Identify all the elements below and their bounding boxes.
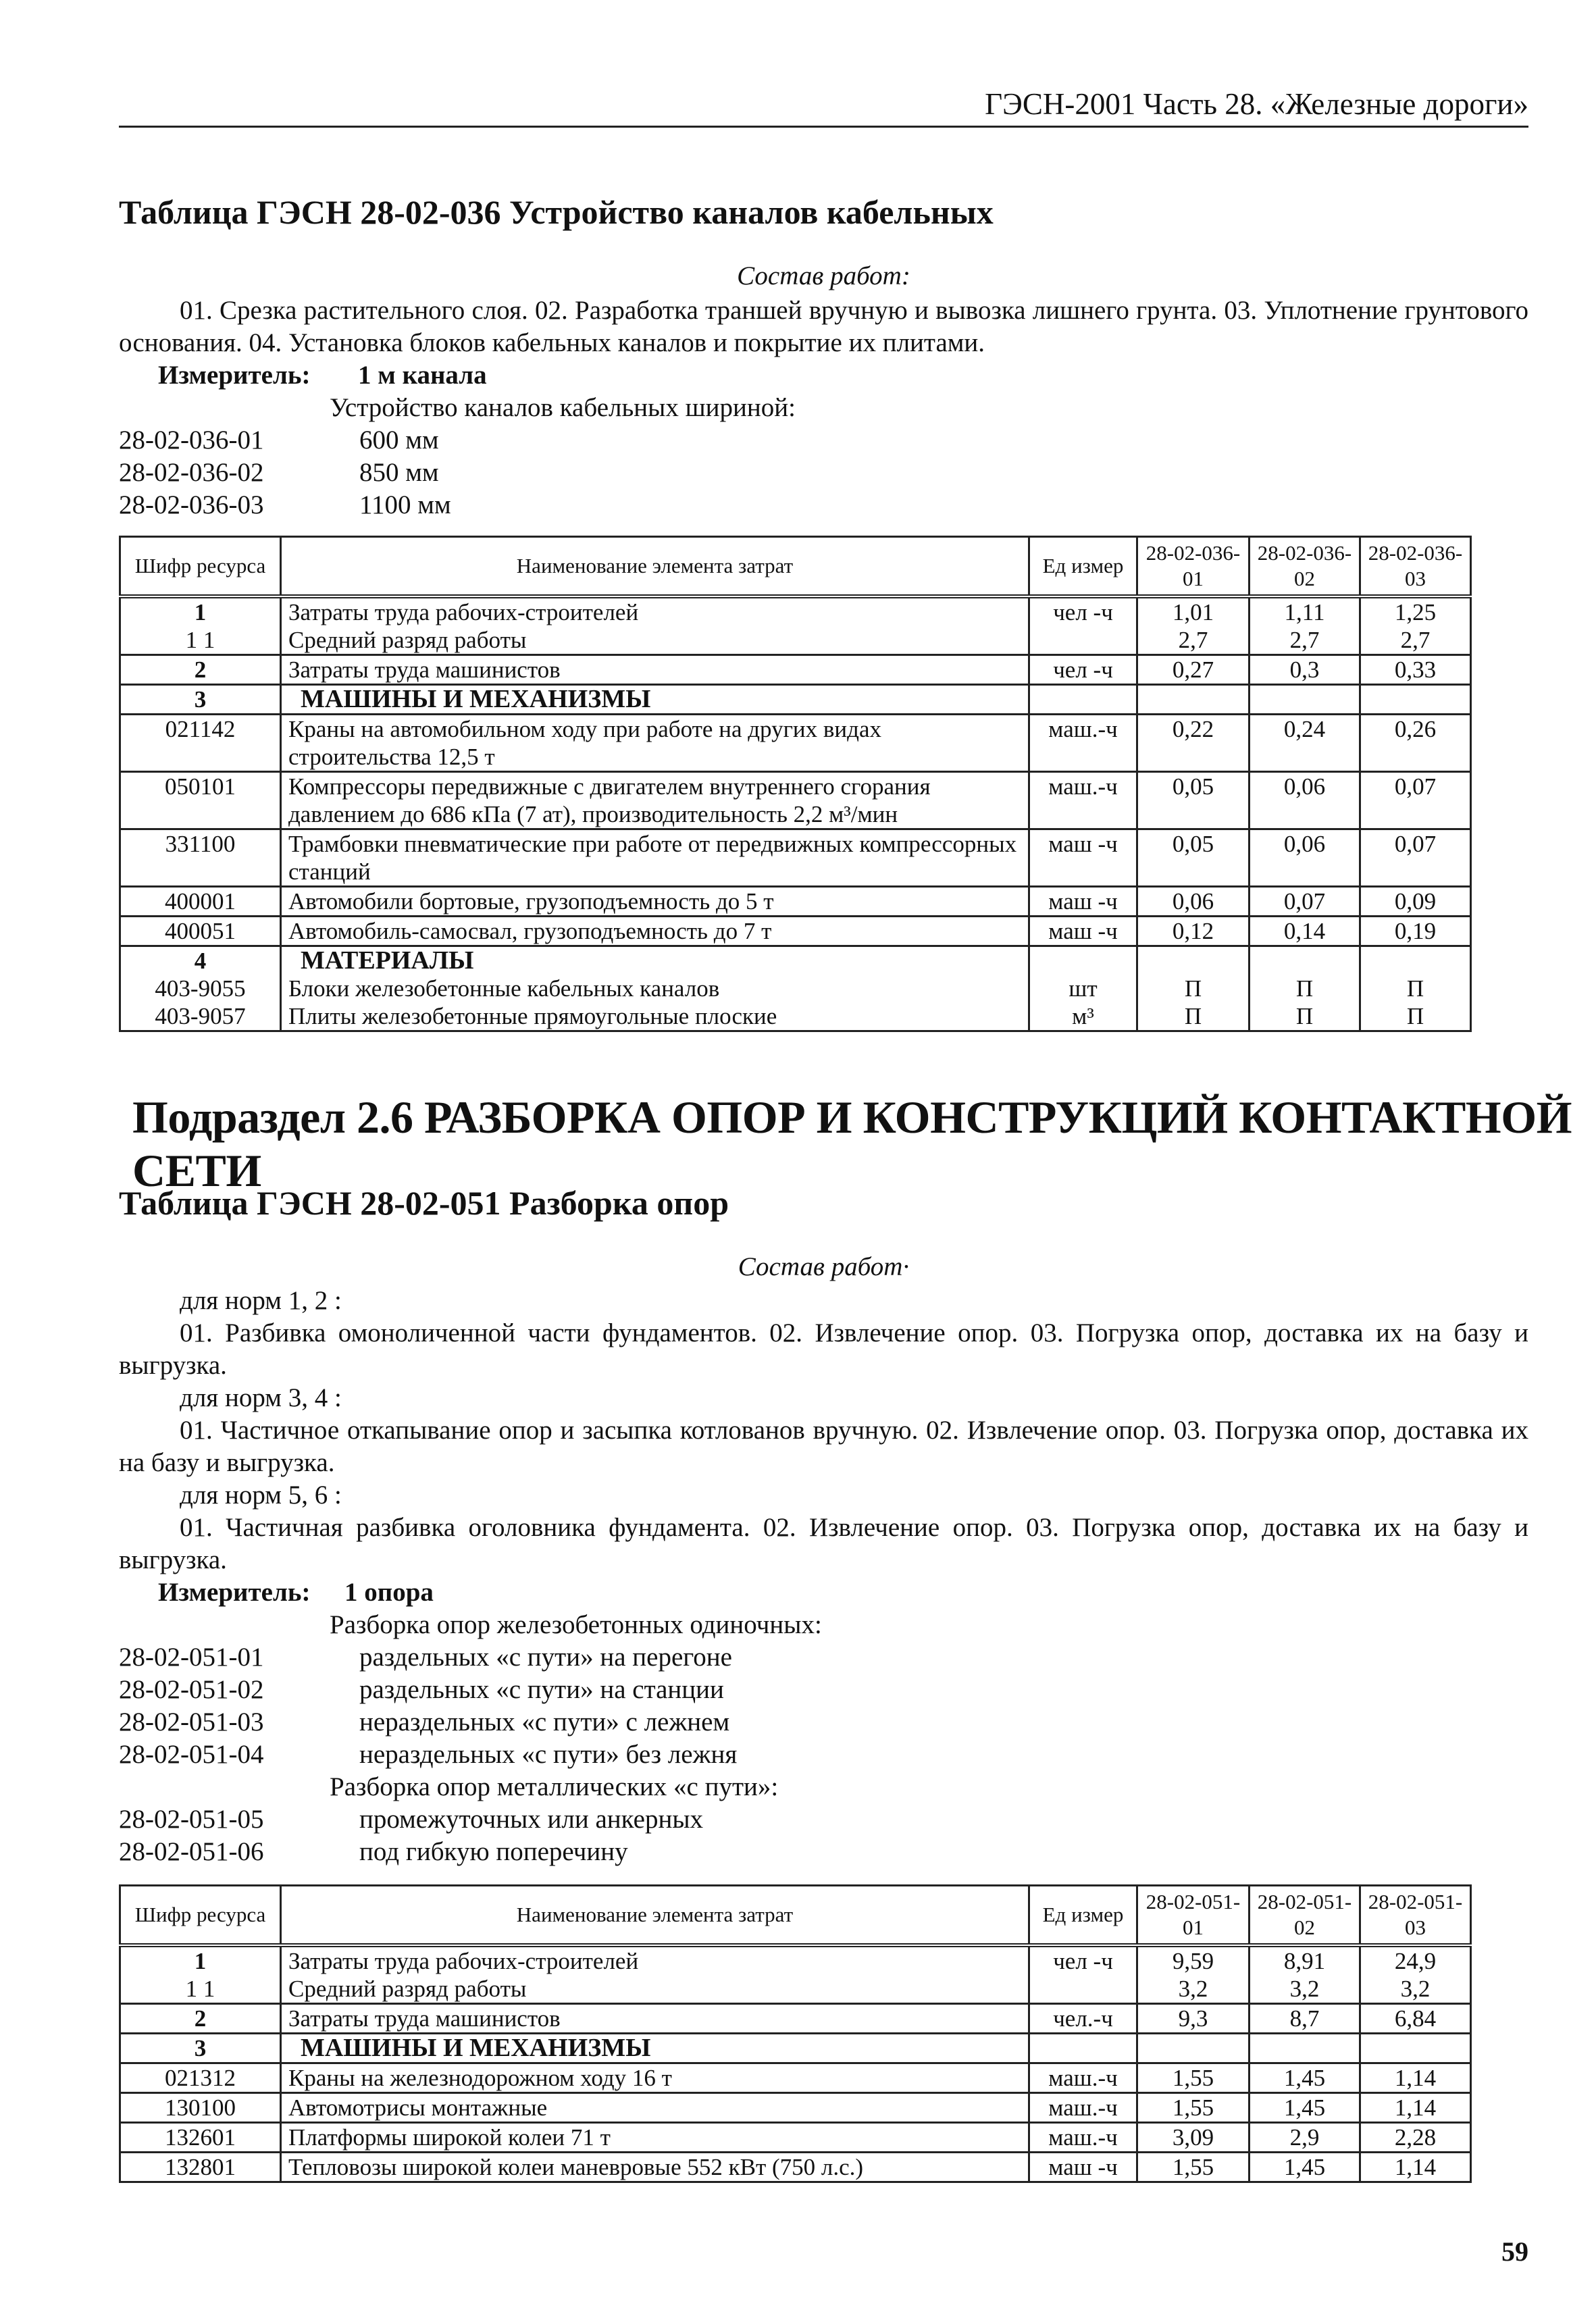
norm-code: 28-02-051-01 xyxy=(119,1643,264,1672)
resource-code: 2 xyxy=(120,2004,281,2034)
resource-name: Затраты труда машинистов xyxy=(281,2004,1029,2034)
table-row xyxy=(120,2123,1471,2153)
norm-code: 28-02-036-02 xyxy=(119,458,264,487)
norm-value-2: 1,45 xyxy=(1250,2153,1360,2182)
resource-code: 403-9057 xyxy=(120,1002,281,1031)
norm-value-3: 2,28 xyxy=(1360,2123,1471,2153)
norm-value-2: 2,9 xyxy=(1250,2123,1360,2153)
norm-desc: раздельных «с пути» на станции xyxy=(359,1675,724,1704)
group-text-content: 01. Частичное откапывание опор и засыпка котлованов вручную. 02. Извлечение опор. 03. Погрузка опор, доставка их на базу и выгрузка. xyxy=(119,1416,1528,1477)
table-row xyxy=(120,975,1471,1002)
norm-value-3: 1,14 xyxy=(1360,2093,1471,2123)
resource-name: Плиты железобетонные прямоугольные плоские xyxy=(281,1002,1029,1031)
resource-name: Автомобили бортовые, грузоподъемность до 5 т xyxy=(281,887,1029,917)
col-name: Наименование элемента затрат xyxy=(281,537,1029,597)
table2-meter-value: 1 опора xyxy=(344,1578,434,1607)
norm-value-1: 9,3 xyxy=(1137,2004,1250,2034)
table2-caption-1: Разборка опор железобетонных одиночных: xyxy=(330,1610,822,1639)
resource-unit: маш.-ч xyxy=(1029,2063,1137,2093)
norm-value-1: 9,59 xyxy=(1137,1945,1250,1975)
resource-name: Затраты труда машинистов xyxy=(281,655,1029,685)
norm-value-3: 0,33 xyxy=(1360,655,1471,685)
norm-value-3: 1,14 xyxy=(1360,2153,1471,2182)
resource-unit: маш -ч xyxy=(1029,829,1137,887)
resource-name: МАШИНЫ И МЕХАНИЗМЫ xyxy=(281,685,1029,715)
table-row xyxy=(120,772,1471,829)
col-norm-2: 28-02-036-02 xyxy=(1250,537,1360,597)
table-header-row xyxy=(120,537,1471,597)
norm-value-2: 1,45 xyxy=(1250,2093,1360,2123)
norm-value-2: 3,2 xyxy=(1250,1975,1360,2004)
table-row xyxy=(120,2004,1471,2034)
norm-value-3: 1,25 xyxy=(1360,596,1471,626)
resource-name: Автомотрисы монтажные xyxy=(281,2093,1029,2123)
resource-code: 403-9055 xyxy=(120,975,281,1002)
table-row xyxy=(120,2153,1471,2182)
resource-unit xyxy=(1029,2034,1137,2063)
norm-value-3 xyxy=(1360,946,1471,975)
norm-value-1 xyxy=(1137,946,1250,975)
norm-value-3: 3,2 xyxy=(1360,1975,1471,2004)
norm-value-1: П xyxy=(1137,1002,1250,1031)
resource-unit: маш -ч xyxy=(1029,917,1137,946)
resource-unit: чел -ч xyxy=(1029,596,1137,626)
resource-unit xyxy=(1029,626,1137,655)
resource-name: Автомобиль-самосвал, грузоподъемность до 7 т xyxy=(281,917,1029,946)
table-header-row xyxy=(120,1886,1471,1946)
table-row xyxy=(120,1002,1471,1031)
norm-value-3: 0,19 xyxy=(1360,917,1471,946)
norm-value-2: П xyxy=(1250,975,1360,1002)
norm-value-3: 0,26 xyxy=(1360,715,1471,772)
section-title: Подраздел 2.6 РАЗБОРКА ОПОР И КОНСТРУКЦИЙ КОНТАКТНОЙ СЕТИ xyxy=(132,1091,1572,1196)
norm-code: 28-02-051-06 xyxy=(119,1837,264,1866)
norm-value-1: 1,55 xyxy=(1137,2063,1250,2093)
norm-value-1: П xyxy=(1137,975,1250,1002)
resource-unit: шт xyxy=(1029,975,1137,1002)
group-text-content: 01. Частичная разбивка оголовника фундамента. 02. Извлечение опор. 03. Погрузка опор, доставка их на базу и выгрузка. xyxy=(119,1513,1528,1574)
norm-code: 28-02-051-02 xyxy=(119,1675,264,1704)
group-label: для норм 3, 4 : xyxy=(180,1383,342,1412)
norm-value-2: 0,06 xyxy=(1250,772,1360,829)
norm-value-1 xyxy=(1137,2034,1250,2063)
norm-value-1: 1,01 xyxy=(1137,596,1250,626)
norm-value-2: 0,14 xyxy=(1250,917,1360,946)
group-label: для норм 5, 6 : xyxy=(180,1481,342,1510)
table-section-row xyxy=(120,2034,1471,2063)
table2-caption-2: Разборка опор металлических «с пути»: xyxy=(330,1772,779,1801)
norm-value-3: 6,84 xyxy=(1360,2004,1471,2034)
norm-value-1: 1,55 xyxy=(1137,2153,1250,2182)
col-norm-2: 28-02-051-02 xyxy=(1250,1886,1360,1946)
resource-unit: маш.-ч xyxy=(1029,715,1137,772)
table1-meter-value: 1 м канала xyxy=(358,361,487,390)
col-norm-3: 28-02-036-03 xyxy=(1360,537,1471,597)
table-row xyxy=(120,626,1471,655)
resource-code: 1 1 xyxy=(120,626,281,655)
resource-code: 050101 xyxy=(120,772,281,829)
norm-value-2: 1,11 xyxy=(1250,596,1360,626)
norm-desc: 1100 мм xyxy=(359,490,451,519)
group-text xyxy=(119,1317,1528,1382)
norm-desc: 600 мм xyxy=(359,426,439,455)
resource-unit: чел -ч xyxy=(1029,1945,1137,1975)
table-row xyxy=(120,2063,1471,2093)
norm-value-3: 24,9 xyxy=(1360,1945,1471,1975)
norm-value-2: 0,07 xyxy=(1250,887,1360,917)
resource-unit: м³ xyxy=(1029,1002,1137,1031)
resource-unit xyxy=(1029,1975,1137,2004)
norm-value-1 xyxy=(1137,685,1250,715)
resource-code: 1 1 xyxy=(120,1975,281,2004)
resource-table-2 xyxy=(119,1884,1472,2183)
norm-value-2: 0,3 xyxy=(1250,655,1360,685)
norm-value-2: 8,7 xyxy=(1250,2004,1360,2034)
norm-desc: нераздельных «с пути» с лежнем xyxy=(359,1707,730,1737)
table-row xyxy=(120,917,1471,946)
norm-value-3: 0,09 xyxy=(1360,887,1471,917)
col-unit: Ед измер xyxy=(1029,537,1137,597)
norm-code: 28-02-036-01 xyxy=(119,426,264,455)
norm-value-2: 2,7 xyxy=(1250,626,1360,655)
resource-code: 1 xyxy=(120,596,281,626)
resource-unit: маш.-ч xyxy=(1029,772,1137,829)
norm-value-3: 2,7 xyxy=(1360,626,1471,655)
table-row xyxy=(120,2093,1471,2123)
table-row xyxy=(120,829,1471,887)
col-norm-3: 28-02-051-03 xyxy=(1360,1886,1471,1946)
resource-code: 1 xyxy=(120,1945,281,1975)
col-norm-1: 28-02-036-01 xyxy=(1137,537,1250,597)
resource-name: Платформы широкой колеи 71 т xyxy=(281,2123,1029,2153)
norm-desc: промежуточных или анкерных xyxy=(359,1805,704,1834)
norm-value-3: 1,14 xyxy=(1360,2063,1471,2093)
col-norm-1: 28-02-051-01 xyxy=(1137,1886,1250,1946)
norm-value-1: 3,2 xyxy=(1137,1975,1250,2004)
table-row xyxy=(120,1945,1471,1975)
resource-code: 400051 xyxy=(120,917,281,946)
resource-name: МАШИНЫ И МЕХАНИЗМЫ xyxy=(281,2034,1029,2063)
table-section-row xyxy=(120,685,1471,715)
resource-code: 021312 xyxy=(120,2063,281,2093)
table1-composition-heading: Состав работ: xyxy=(737,261,910,290)
table-row xyxy=(120,887,1471,917)
resource-name: Тепловозы широкой колеи маневровые 552 кВт (750 л.с.) xyxy=(281,2153,1029,2182)
norm-value-2 xyxy=(1250,946,1360,975)
norm-value-3 xyxy=(1360,685,1471,715)
resource-unit: маш -ч xyxy=(1029,2153,1137,2182)
resource-name: Средний разряд работы xyxy=(281,1975,1029,2004)
table1-group-caption: Устройство каналов кабельных шириной: xyxy=(330,393,796,422)
resource-unit: маш.-ч xyxy=(1029,2123,1137,2153)
norm-value-2: 0,24 xyxy=(1250,715,1360,772)
norm-value-1: 0,06 xyxy=(1137,887,1250,917)
col-name: Наименование элемента затрат xyxy=(281,1886,1029,1946)
norm-code: 28-02-051-04 xyxy=(119,1740,264,1769)
resource-name: Блоки железобетонные кабельных каналов xyxy=(281,975,1029,1002)
norm-value-3 xyxy=(1360,2034,1471,2063)
resource-name: МАТЕРИАЛЫ xyxy=(281,946,1029,975)
norm-desc: под гибкую поперечину xyxy=(359,1837,628,1866)
norm-value-1: 2,7 xyxy=(1137,626,1250,655)
norm-value-1: 0,05 xyxy=(1137,829,1250,887)
table-section-row xyxy=(120,946,1471,975)
resource-table-1 xyxy=(119,536,1472,1032)
col-unit: Ед измер xyxy=(1029,1886,1137,1946)
resource-name: Краны на железнодорожном ходу 16 т xyxy=(281,2063,1029,2093)
table-row xyxy=(120,655,1471,685)
norm-value-1: 0,12 xyxy=(1137,917,1250,946)
resource-unit xyxy=(1029,946,1137,975)
resource-name: Затраты труда рабочих-строителей xyxy=(281,596,1029,626)
norm-code: 28-02-051-05 xyxy=(119,1805,264,1834)
norm-value-2 xyxy=(1250,685,1360,715)
resource-code: 132801 xyxy=(120,2153,281,2182)
norm-code: 28-02-036-03 xyxy=(119,490,264,519)
resource-unit xyxy=(1029,685,1137,715)
norm-value-1: 0,05 xyxy=(1137,772,1250,829)
norm-value-2: 0,06 xyxy=(1250,829,1360,887)
resource-name: Компрессоры передвижные с двигателем внутреннего сгорания давлением до 686 кПа (7 ат), производительность 2,2 м³/мин xyxy=(281,772,1029,829)
resource-code: 331100 xyxy=(120,829,281,887)
table2-meter-label: Измеритель: xyxy=(158,1578,311,1607)
resource-code: 2 xyxy=(120,655,281,685)
norm-value-3: П xyxy=(1360,975,1471,1002)
resource-code: 130100 xyxy=(120,2093,281,2123)
table-row xyxy=(120,1975,1471,2004)
resource-name: Затраты труда рабочих-строителей xyxy=(281,1945,1029,1975)
norm-value-3: П xyxy=(1360,1002,1471,1031)
table1-meter-label: Измеритель: xyxy=(158,361,311,390)
group-label: для норм 1, 2 : xyxy=(180,1286,342,1315)
resource-code: 021142 xyxy=(120,715,281,772)
norm-value-2: 1,45 xyxy=(1250,2063,1360,2093)
table2-title: Таблица ГЭСН 28-02-051 Разборка опор xyxy=(119,1184,729,1222)
norm-value-1: 0,22 xyxy=(1137,715,1250,772)
table-row xyxy=(120,596,1471,626)
group-text-content: 01. Разбивка омоноличенной части фундаментов. 02. Извлечение опор. 03. Погрузка опор, доставка их на базу и выгрузка. xyxy=(119,1318,1528,1380)
norm-value-1: 0,27 xyxy=(1137,655,1250,685)
resource-name: Средний разряд работы xyxy=(281,626,1029,655)
resource-name: Трамбовки пневматические при работе от передвижных компрессорных станций xyxy=(281,829,1029,887)
page-number: 59 xyxy=(1501,2236,1528,2267)
norm-desc: раздельных «с пути» на перегоне xyxy=(359,1643,732,1672)
norm-value-1: 1,55 xyxy=(1137,2093,1250,2123)
resource-unit: маш -ч xyxy=(1029,887,1137,917)
group-text xyxy=(119,1512,1528,1576)
norm-value-2: 8,91 xyxy=(1250,1945,1360,1975)
resource-unit: маш.-ч xyxy=(1029,2093,1137,2123)
norm-value-3: 0,07 xyxy=(1360,772,1471,829)
col-resource: Шифр ресурса xyxy=(120,1886,281,1946)
resource-unit: чел.-ч xyxy=(1029,2004,1137,2034)
norm-value-2 xyxy=(1250,2034,1360,2063)
resource-code: 4 xyxy=(120,946,281,975)
resource-code: 132601 xyxy=(120,2123,281,2153)
table1-title: Таблица ГЭСН 28-02-036 Устройство каналов кабельных xyxy=(119,193,994,231)
norm-value-2: П xyxy=(1250,1002,1360,1031)
running-header: ГЭСН-2001 Часть 28. «Железные дороги» xyxy=(119,86,1528,128)
col-resource: Шифр ресурса xyxy=(120,537,281,597)
resource-name: Краны на автомобильном ходу при работе на других видах строительства 12,5 т xyxy=(281,715,1029,772)
resource-unit: чел -ч xyxy=(1029,655,1137,685)
norm-desc: 850 мм xyxy=(359,458,439,487)
table1-composition-text xyxy=(119,294,1528,359)
norm-code: 28-02-051-03 xyxy=(119,1707,264,1737)
norm-value-1: 3,09 xyxy=(1137,2123,1250,2153)
composition-text: 01. Срезка растительного слоя. 02. Разработка траншей вручную и вывозка лишнего грунта. 03. Уплотнение грунтового основания. 04. Установка блоков кабельных каналов и покрытие их плитами. xyxy=(119,296,1528,357)
resource-code: 3 xyxy=(120,2034,281,2063)
norm-value-3: 0,07 xyxy=(1360,829,1471,887)
resource-code: 400001 xyxy=(120,887,281,917)
group-text xyxy=(119,1414,1528,1479)
norm-desc: нераздельных «с пути» без лежня xyxy=(359,1740,738,1769)
table-row xyxy=(120,715,1471,772)
table2-composition-heading: Состав работ· xyxy=(738,1252,910,1281)
resource-code: 3 xyxy=(120,685,281,715)
